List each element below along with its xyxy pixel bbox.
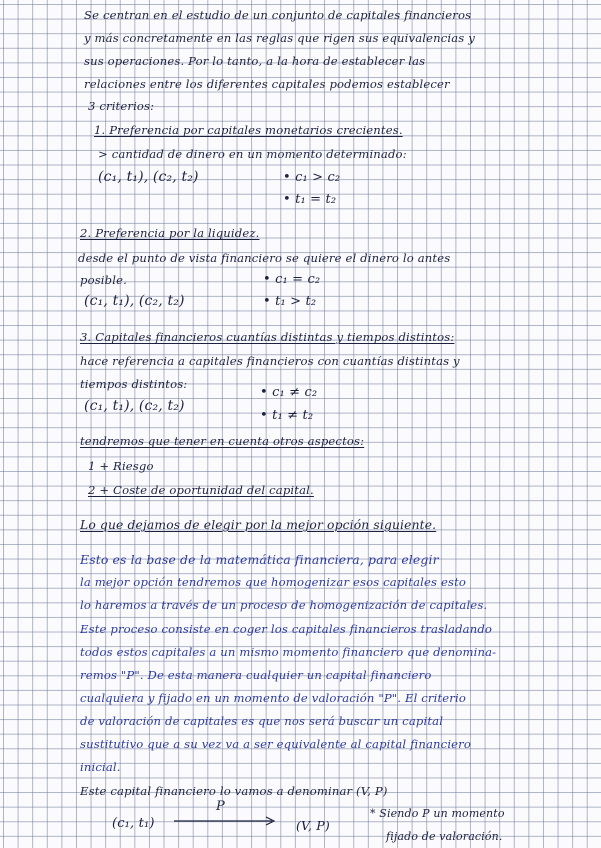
final-line-1: Este capital financiero lo vamos a denominar (V, P) — [80, 784, 388, 798]
aspect-risk: 1 + Riesgo — [88, 459, 154, 473]
intro-line-2: y más concretamente en las reglas que rigen sus equivalencias y — [84, 31, 475, 45]
criterion-2-desc-1: desde el punto de vista financiero se quiere el dinero lo antes — [78, 251, 451, 265]
base-line-10: inicial. — [80, 760, 121, 774]
intro-line-1: Se centran en el estudio de un conjunto de capitales financieros — [84, 8, 472, 22]
aspect-opportunity-cost-definition: Lo que dejamos de elegir por la mejor opción siguiente. — [80, 518, 437, 532]
final-note-1: * Siendo P un momento — [370, 807, 505, 820]
final-note-2: fijado de valoración. — [386, 830, 503, 843]
criterion-2-cond-2: • t₁ > t₂ — [263, 294, 317, 309]
criterion-2-pair: (c₁, t₁), (c₂, t₂) — [84, 293, 185, 309]
final-to-capital: (V, P) — [296, 818, 330, 833]
criterion-2-desc-2: posible. — [80, 273, 127, 287]
base-line-9: sustitutivo que a su vez va a ser equivalente al capital financiero — [80, 737, 472, 751]
criterion-1-pair: (c₁, t₁), (c₂, t₂) — [98, 169, 199, 185]
criterion-1-title: 1. Preferencia por capitales monetarios crecientes. — [94, 123, 403, 137]
base-line-7: cualquiera y fijado en un momento de valoración "P". El criterio — [80, 691, 466, 705]
final-p-label: P — [216, 799, 225, 814]
final-from-capital: (c₁, t₁) — [112, 816, 155, 831]
intro-line-3: sus operaciones. Por lo tanto, a la hora de establecer las — [84, 54, 426, 68]
intro-line-5: 3 criterios: — [88, 99, 155, 113]
criterion-3-desc-1: hace referencia a capitales financieros con cuantías distintas y — [80, 354, 460, 368]
base-line-3: lo haremos a través de un proceso de homogenización de capitales. — [80, 598, 488, 612]
criterion-2-cond-1: • c₁ = c₂ — [263, 272, 321, 287]
criterion-3-cond-1: • c₁ ≠ c₂ — [260, 385, 318, 400]
base-line-6: remos "P". De esta manera cualquier un capital financiero — [80, 668, 432, 682]
criterion-3-pair: (c₁, t₁), (c₂, t₂) — [84, 398, 185, 414]
base-line-8: de valoración de capitales es que nos será buscar un capital — [80, 714, 444, 728]
base-line-5: todos estos capitales a un mismo momento financiero que denomina- — [80, 645, 497, 659]
intro-line-4: relaciones entre los diferentes capitales podemos establecer — [84, 77, 450, 91]
base-line-1: Esto es la base de la matemática financiera, para elegir — [80, 552, 439, 567]
base-line-2: la mejor opción tendremos que homogenizar esos capitales esto — [80, 575, 467, 589]
criterion-1-cond-2: • t₁ = t₂ — [283, 192, 337, 207]
aspects-lead: tendremos que tener en cuenta otros aspectos: — [80, 434, 365, 448]
criterion-1-desc: > cantidad de dinero en un momento determinado: — [98, 147, 407, 161]
base-line-4: Este proceso consiste en coger los capitales financieros trasladando — [80, 622, 493, 636]
criterion-3-desc-2: tiempos distintos: — [80, 377, 188, 391]
criterion-1-cond-1: • c₁ > c₂ — [283, 170, 341, 185]
criterion-3-cond-2: • t₁ ≠ t₂ — [260, 408, 314, 423]
right-arrow-icon — [172, 814, 282, 828]
criterion-2-title: 2. Preferencia por la liquidez. — [80, 226, 260, 240]
criterion-3-title: 3. Capitales financieros cuantías distintas y tiempos distintos: — [80, 330, 455, 344]
aspect-opportunity-cost: 2 + Coste de oportunidad del capital. — [88, 483, 314, 497]
